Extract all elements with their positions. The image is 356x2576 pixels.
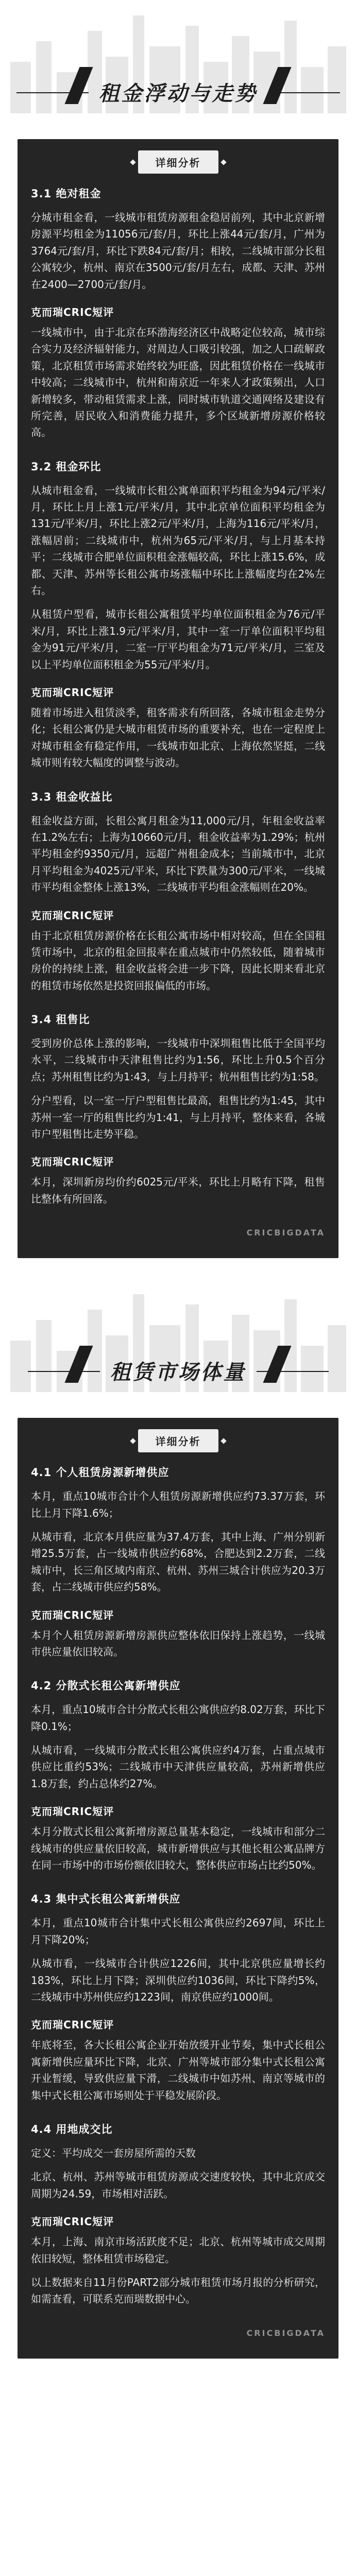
body-paragraph: 年底将至，各大长租公寓企业开始放缓开业节奏，集中式长租公寓新增供应量环比下降，北京、广州等城市部分集中式长租公寓开业暂缓，导致供应量下滑，二线城市中如苏州、南京等城市的集中式长租公寓市场则处于平稳发展阶段。 [31, 2039, 325, 2102]
cric-comment-label: 克而瑞CRIC短评 [31, 909, 114, 922]
subsection-heading: 3.3 租金收益比 [31, 790, 113, 803]
cric-comment-label: 克而瑞CRIC短评 [31, 306, 114, 318]
card-content [31, 185, 325, 1207]
body-paragraph: 本月分散式长租公寓新增房源总量基本稳定，一线城市和部分二线城市的供应量依旧较高，城市新增供应与其他长租公寓品牌方在同一市场中的市场份额依旧较大，整体供应市场占比约50%。 [31, 1825, 325, 1872]
cric-comment-label: 克而瑞CRIC短评 [31, 1805, 114, 1818]
body-paragraph: 一线城市中，由于北京在环渤海经济区中战略定位较高，城市综合实力及经济辐射能力，对周边人口吸引较强，加之人口疏解政策，北京租赁市场需求始终较为旺盛，因此租赁价格在一线城市中较高；二线城市中，杭州和南京近一年来人才政策频出，人口新增较多，带动租赁需求上涨，同时城市轨道交通网络及建设有所完善，居民收入和消费能力提升，多个区域新增房源价格较高。 [31, 326, 325, 439]
body-paragraph: 从城市租金看，一线城市长租公寓单面积平均租金为94元/平米/月，环比上月上涨1元/平米/月，其中北京单位面积平均租金为131元/平米/月，环比上涨2元/平米/月，上海为116元/平米/月，涨幅居前；二线城市中，杭州为65元/平米/月，与上月基本持平；二线城市合肥单位面积租金涨幅较高，环比上涨15.6%，成都、天津、苏州等长租公寓市场涨幅中环比上涨幅度均在2%左右。 [31, 484, 325, 597]
analysis-card [18, 139, 338, 1258]
subsection-heading: 3.2 租金环比 [31, 460, 101, 473]
card-content [31, 1464, 325, 2308]
body-paragraph: 本月，重点10城市合计分散式长租公寓供应约8.02万套，环比下降0.1%； [31, 1703, 325, 1733]
subsection-heading: 4.1 个人租赁房源新增供应 [31, 1466, 169, 1479]
cric-comment-label: 克而瑞CRIC短评 [31, 2019, 114, 2031]
subsection-heading: 4.2 分散式长租公寓新增供应 [31, 1680, 181, 1692]
body-paragraph: 由于北京租赁房源价格在长租公寓市场中相对较高，但在全国租赁市场中，北京的租金回报率在重点城市中仍然较低，随着城市房价的持续上涨，租金收益将会进一步下降，因此长期来看北京的租赁市场依然是投资回报偏低的市场。 [31, 929, 325, 992]
section-title: 租赁市场体量 [100, 1356, 257, 1385]
section-banner [0, 0, 356, 139]
body-paragraph: 本月，深圳新房均价约6025元/平米，环比上月略有下降，租售比整体有所回落。 [31, 1176, 325, 1205]
section-title: 租金浮动与走势 [89, 77, 268, 107]
subsection-heading: 4.3 集中式长租公寓新增供应 [31, 1893, 181, 1906]
body-paragraph: 定义：平均成交一套房屋所需的天数 [31, 2146, 196, 2159]
cric-comment-label: 克而瑞CRIC短评 [31, 1156, 114, 1168]
section-banner [0, 1279, 356, 1418]
subsection-heading: 3.4 租售比 [31, 1013, 90, 1026]
body-paragraph: 分城市租金看，一线城市租赁房源租金稳居前列，其中北京新增房源平均租金为11056元/套/月，环比上涨44元/套/月，广州为3764元/套/月，环比下跌84元/套/月；相较，二线城市部分长租公寓较少，杭州、南京在3500元/套/月左右，成都、天津、苏州在2400—2700元/套/月。 [31, 211, 325, 291]
body-paragraph: 本月，重点10城市合计个人租赁房源新增供应约73.37万套，环比上月下降1.6%； [31, 1490, 325, 1519]
body-paragraph: 随着市场进入租赁淡季，租客需求有所回落，各城市租金走势分化；长租公寓仍是大城市租赁市场的重要补充，也在一定程度上对城市租金有稳定作用，一线城市如北京、上海依然坚挺，二线城市则有较大幅度的调整与波动。 [31, 706, 325, 769]
body-paragraph: 北京、杭州、苏州等城市租赁房源成交速度较快，其中北京成交周期为24.59，市场相对活跃。 [31, 2171, 325, 2200]
body-paragraph: 从城市看，一线城市合计供应1226间，其中北京供应量增长约183%，环比上月下降；深圳供应约1036间，环比下降约5%，二线城市中苏州供应约1223间，南京供应约1000间。 [31, 1957, 325, 2003]
subsection-heading: 4.4 用地成交比 [31, 2123, 113, 2136]
watermark-cricbigdata: CRICBIGDATA [246, 2328, 325, 2338]
subsection-heading: 3.1 绝对租金 [31, 188, 101, 200]
body-paragraph: 以上数据来自11月份PART2部分城市租赁市场月报的分析研究，如需查看，可联系克而瑞数据中心。 [31, 2276, 325, 2306]
body-paragraph: 从城市看，一线城市分散式长租公寓供应约4万套，占重点城市供应比重约53%；二线城市中天津供应量较高，苏州新增供应1.8万套，约占总体约27%。 [31, 1744, 325, 1790]
body-paragraph: 本月，重点10城市合计集中式长租公寓供应约2697间，环比上月下降20%； [31, 1917, 325, 1946]
body-paragraph: 从租赁户型看，城市长租公寓租赁平均单位面积租金为76元/平米/月，环比上涨1.9元/平米/月，其中一室一厅单位面积平均租金为91元/平米/月，二室一厅平均租金为71元/平米/月，三室及以上平均单位面积租金为55元/平米/月。 [31, 608, 325, 671]
cric-comment-label: 克而瑞CRIC短评 [31, 1608, 114, 1621]
body-paragraph: 受到房价总体上涨的影响，一线城市中深圳租售比低于全国平均水平，二线城市中天津租售比约为1:56，环比上升0.5个百分点；苏州租售比约为1:43，与上月持平；杭州租售比约为1:58。 [31, 1037, 325, 1083]
cric-comment-label: 克而瑞CRIC短评 [31, 686, 114, 699]
analysis-card [18, 1418, 338, 2359]
detail-analysis-tag: 详细分析 [138, 1429, 218, 1452]
watermark-cricbigdata: CRICBIGDATA [246, 1228, 325, 1238]
body-paragraph: 本月个人租赁房源新增房源供应整体依旧保持上涨趋势，一线城市供应量依旧较高。 [31, 1629, 325, 1658]
detail-analysis-tag: 详细分析 [138, 150, 218, 174]
body-paragraph: 从城市看，北京本月供应量为37.4万套，其中上海、广州分别新增25.5万套，占一线城市供应约68%，合肥达到2.2万套，二线城市中，长三角区域内南京、杭州、苏州三城合计供应为20.3万套，占二线城市供应约58%。 [31, 1530, 325, 1594]
body-paragraph: 租金收益方面，长租公寓月租金为11,000元/月，年租金收益率在1.2%左右；上海为10660元/月，租金收益率为1.29%；杭州平均租金约9350元/月，远超广州租金成本；当前城市中，北京月平均租金为4025元/平米，环比下跌量为300元/平米，一线城市平均租金整体上涨13%，二线城市平均租金涨幅则在20%。 [31, 814, 325, 894]
body-paragraph: 分户型看，以一室一厅户型租售比最高，租售比约为1:45，其中苏州一室一厅的租售比约为1:41，与上月持平，整体来看，各城市户型租售比走势平稳。 [31, 1094, 325, 1141]
body-paragraph: 本月，上海、南京市场活跃度不足；北京、杭州等城市成交周期依旧较短，整体租赁市场稳定。 [31, 2235, 325, 2265]
cric-comment-label: 克而瑞CRIC短评 [31, 2215, 114, 2228]
